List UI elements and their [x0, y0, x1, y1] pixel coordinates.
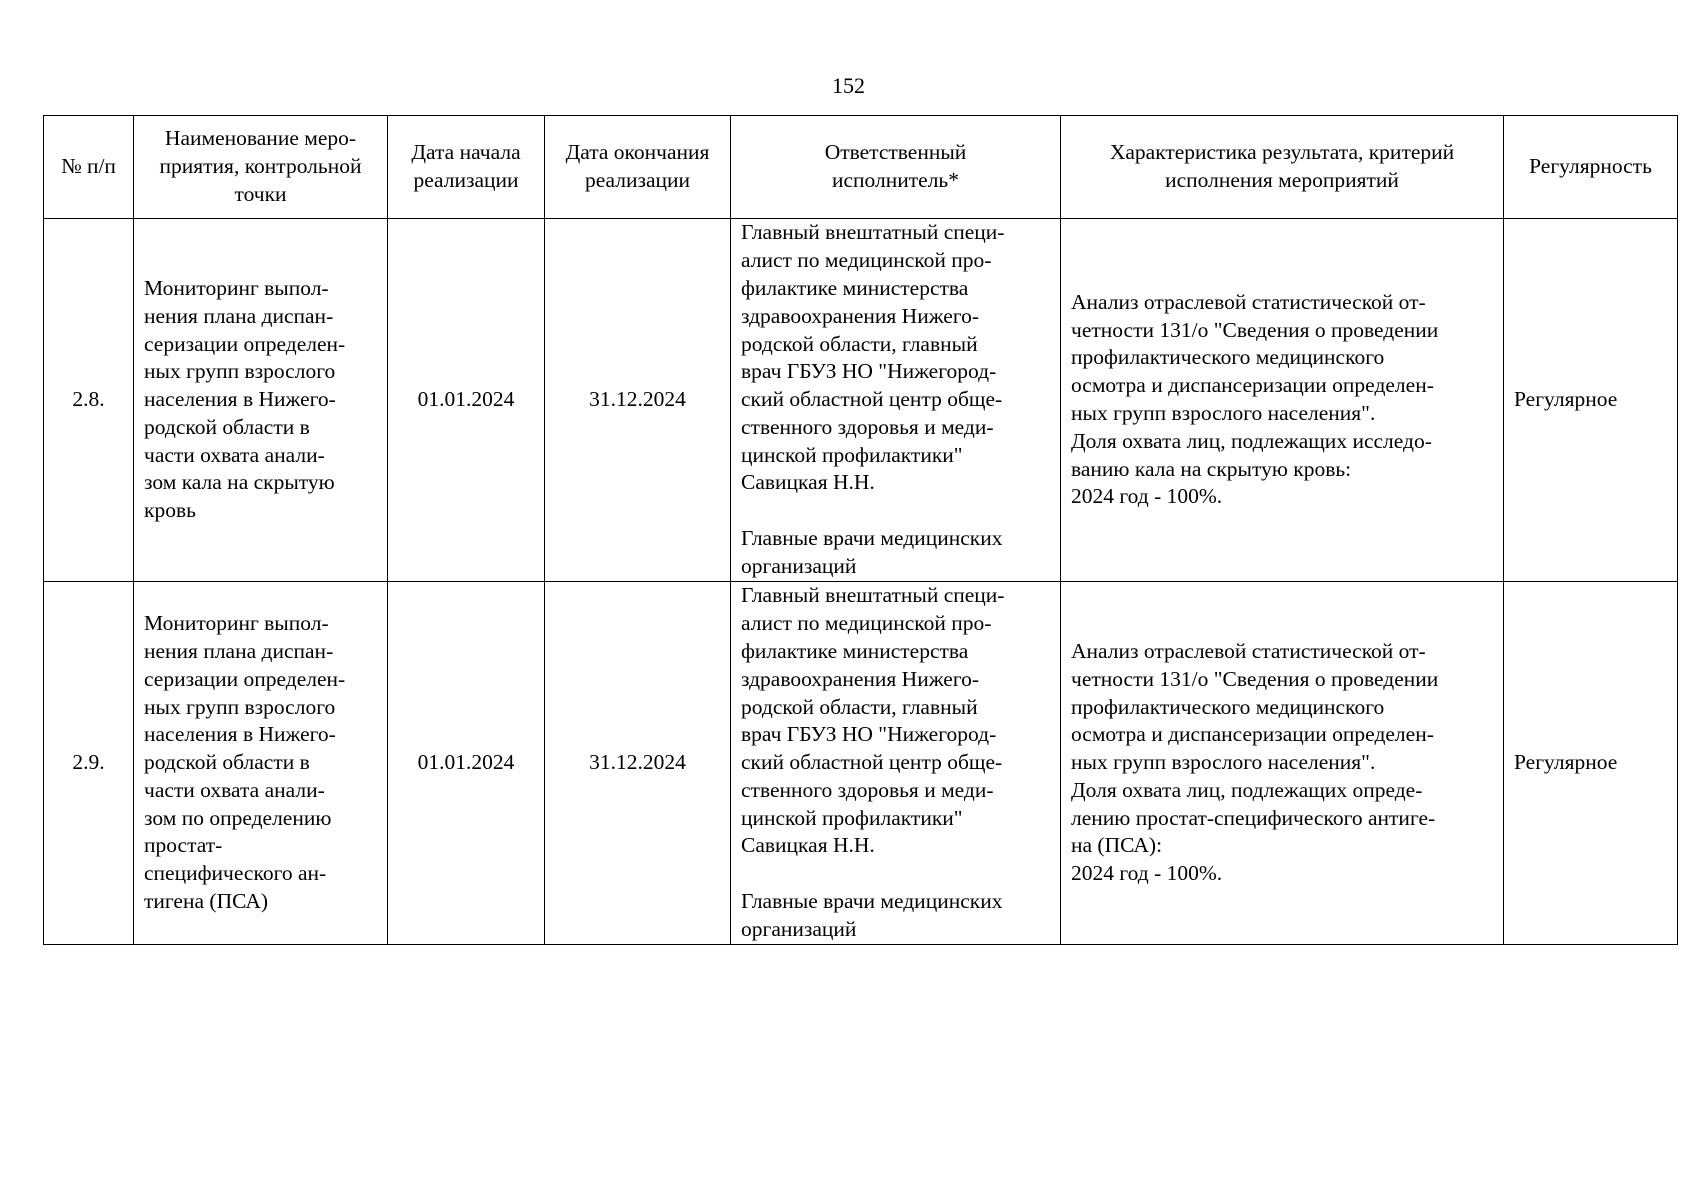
text-line: родской области в: [144, 750, 310, 775]
text-line: Главные врачи медицинских: [741, 526, 1003, 551]
regularity: Регулярное: [1504, 582, 1678, 945]
text-line: осмотра и диспансеризации определен-: [1071, 722, 1434, 747]
row-number: 2.9.: [44, 582, 134, 945]
text-line: цинской профилактики": [741, 442, 963, 467]
text-line: 2024 год - 100%.: [1071, 484, 1223, 509]
text-line: Анализ отраслевой статистической от-: [1071, 638, 1426, 663]
text-line: родской области, главный: [741, 694, 978, 719]
text-line: Анализ отраслевой статистической от-: [1071, 289, 1426, 314]
text-line: профилактического медицинского: [1071, 694, 1385, 719]
text-line: цинской профилактики": [741, 805, 963, 830]
text-line: четности 131/о "Сведения о проведении: [1071, 666, 1439, 691]
text-line: части охвата анали-: [144, 442, 325, 467]
header-row: [44, 116, 1678, 219]
end-date: 31.12.2024: [545, 219, 731, 582]
text-line: здравоохранения Нижего-: [741, 303, 980, 328]
text-line: кровь: [144, 498, 196, 523]
page-number: 152: [832, 73, 865, 98]
header-line: Дата окончания: [565, 140, 710, 165]
header-line: точки: [234, 181, 287, 206]
text-line: алист по медицинской про-: [741, 611, 992, 636]
text-line: Доля охвата лиц, подлежащих опреде-: [1071, 777, 1423, 802]
text-line: ский областной центр обще-: [741, 750, 1003, 775]
text-line: 2024 год - 100%.: [1071, 861, 1223, 886]
activity-name: [134, 582, 388, 945]
regularity: Регулярное: [1504, 219, 1678, 582]
text-line: на (ПСА):: [1071, 833, 1163, 858]
responsible-executor: [731, 219, 1061, 582]
header-end-date: [545, 116, 731, 219]
text-line: Мониторинг выпол-: [144, 275, 329, 300]
text-line: профилактического медицинского: [1071, 345, 1385, 370]
text-line: четности 131/о "Сведения о проведении: [1071, 317, 1439, 342]
text-line: нения плана диспан-: [144, 638, 334, 663]
start-date: 01.01.2024: [388, 582, 545, 945]
text-line: зом по определению: [144, 805, 332, 830]
text-line: серизации определен-: [144, 666, 346, 691]
header-start-date: [388, 116, 545, 219]
text-line: ванию кала на скрытую кровь:: [1071, 456, 1352, 481]
header-number: [44, 116, 134, 219]
header-line: исполнитель*: [832, 168, 959, 192]
text-line: ных групп взрослого: [144, 359, 336, 384]
text-line: специфического ан-: [144, 861, 327, 886]
header-line: Характеристика результата, критерий: [1109, 140, 1455, 165]
activity-name: [134, 219, 388, 582]
text-line: Савицкая Н.Н.: [741, 833, 875, 858]
table-row: [44, 582, 1678, 945]
header-line: реализации: [584, 168, 691, 192]
text-line: ных групп взрослого населения".: [1071, 401, 1376, 425]
text-line: населения в Нижего-: [144, 722, 336, 747]
text-line: нения плана диспан-: [144, 303, 334, 328]
responsible-executor: [731, 582, 1061, 945]
header-line: Ответственный: [824, 140, 967, 165]
header-regularity: [1504, 116, 1678, 219]
text-line: алист по медицинской про-: [741, 248, 992, 273]
text-line: врач ГБУЗ НО "Нижегород-: [741, 722, 997, 747]
header-line: Регулярность: [1529, 154, 1652, 179]
text-line: родской области, главный: [741, 331, 978, 356]
text-line: Мониторинг выпол-: [144, 611, 329, 636]
text-line: лению простат-специфического антиге-: [1071, 805, 1436, 830]
text-line: ственного здоровья и меди-: [741, 777, 994, 802]
table-row: [44, 219, 1678, 582]
header-line: Наименование меро-: [164, 126, 357, 151]
text-line: филактике министерства: [741, 275, 969, 300]
row-number: 2.8.: [44, 219, 134, 582]
text-line: ных групп взрослого: [144, 694, 336, 719]
text-line: ственного здоровья и меди-: [741, 414, 994, 439]
text-line: Главный внештатный специ-: [741, 220, 1005, 245]
text-line: населения в Нижего-: [144, 387, 336, 412]
text-line: организаций: [741, 553, 857, 578]
header-responsible: [731, 116, 1061, 219]
header-line: № п/п: [61, 154, 116, 179]
activities-table: [43, 115, 1678, 945]
text-line: простат-: [144, 833, 223, 858]
start-date: 01.01.2024: [388, 219, 545, 582]
header-result: [1061, 116, 1504, 219]
result-criteria: [1061, 219, 1504, 582]
header-line: реализации: [413, 168, 519, 192]
text-line: врач ГБУЗ НО "Нижегород-: [741, 359, 997, 384]
table-header: [44, 116, 1678, 219]
text-line: Главные врачи медицинских: [741, 889, 1003, 914]
blank-line: [741, 497, 1050, 525]
text-line: Доля охвата лиц, подлежащих исследо-: [1071, 428, 1432, 453]
text-line: Главный внештатный специ-: [741, 583, 1005, 608]
text-line: филактике министерства: [741, 638, 969, 663]
result-criteria: [1061, 582, 1504, 945]
text-line: ных групп взрослого населения".: [1071, 750, 1376, 775]
text-line: части охвата анали-: [144, 777, 325, 802]
header-line: исполнения мероприятий: [1165, 168, 1399, 192]
text-line: организаций: [741, 916, 857, 941]
header-name: [134, 116, 388, 219]
text-line: серизации определен-: [144, 331, 346, 356]
blank-line: [741, 860, 1050, 888]
text-line: ский областной центр обще-: [741, 387, 1003, 412]
text-line: здравоохранения Нижего-: [741, 666, 980, 691]
text-line: родской области в: [144, 414, 310, 439]
text-line: Савицкая Н.Н.: [741, 470, 875, 495]
end-date: 31.12.2024: [545, 582, 731, 945]
header-line: Дата начала: [411, 140, 521, 165]
text-line: зом кала на скрытую: [144, 470, 335, 495]
header-line: приятия, контрольной: [159, 154, 362, 179]
text-line: осмотра и диспансеризации определен-: [1071, 373, 1434, 398]
text-line: тигена (ПСА): [144, 889, 269, 914]
